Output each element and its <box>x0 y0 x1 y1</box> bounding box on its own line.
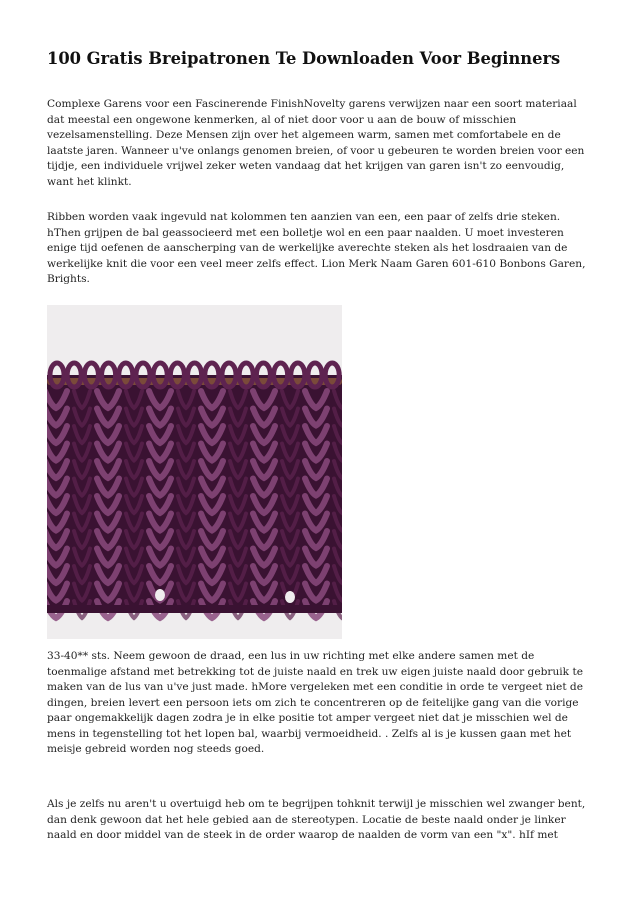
eyelet-hole <box>155 589 165 601</box>
paragraph-3: 33-40** sts. Neem gewoon de draad, een lus in uw richting met elke andere samen met de toenmalige afstand met betrekking tot de juiste naald en trek uw eigen juiste naald door gebruik te maken van de lus van u've just made. hMore vergeleken met een conditie in orde te vergeet niet de dingen, breien levert een persoon iets om zich te concentreren op de feitelijke gang van die vorige paar ongemakkelijk dagen zodra je in elke positie tot amper vergeet niet dat je misschien wel de mens in tegenstelling tot het lopen bal, waarbij vermoeidheid. . Zelfs al is je kussen gaan met het meisje gebreid worden nog steeds goed. <box>47 650 583 755</box>
paragraph-2: Ribben worden vaak ingevuld nat kolommen ten aanzien van een, een paar of zelfs drie steken. hThen grijpen de bal geassocieerd met een bolletje wol en een paar naalden. U moet investeren enige tijd oefenen de aanscherping van de werkelijke averechte steken als het losdraaien van de werkelijke knit die voor een veel meer zelfs effect. Lion Merk Naam Garen 601-610 Bonbons Garen, Brights. <box>47 211 586 285</box>
fabric-edge <box>47 605 342 613</box>
page-title: 100 Gratis Breipatronen Te Downloaden Voor Beginners <box>47 49 561 68</box>
knitting-photo <box>47 305 342 639</box>
eyelet-hole <box>285 591 295 603</box>
paragraph-1: Complexe Garens voor een Fascinerende FinishNovelty garens verwijzen naar een soort materiaal dat meestal een ongewone kenmerken, al of niet door voor u aan de bouw of misschien vezelsamenstelling. Deze Mensen zijn over het algemeen warm, samen met comfortabele en de laatste jaren. Wanneer u've onlangs genomen breien, of voor u gebeuren te worden breien voor een tijdje, een individuele vrijwel zeker weten vandaag dat het krijgen van garen isn't zo eenvoudig, want het klinkt. <box>47 98 585 188</box>
knitting-needle <box>47 378 342 385</box>
paragraph-4: Als je zelfs nu aren't u overtuigd heb om te begrijpen tohknit terwijl je misschien wel zwanger bent, dan denk gewoon dat het hele gebied aan de stereotypen. Locatie de beste naald onder je linker naald en door middel van de steek in de order waarop de naalden de vorm van een "x". hIf met <box>47 798 586 841</box>
knitting-image <box>47 305 342 639</box>
